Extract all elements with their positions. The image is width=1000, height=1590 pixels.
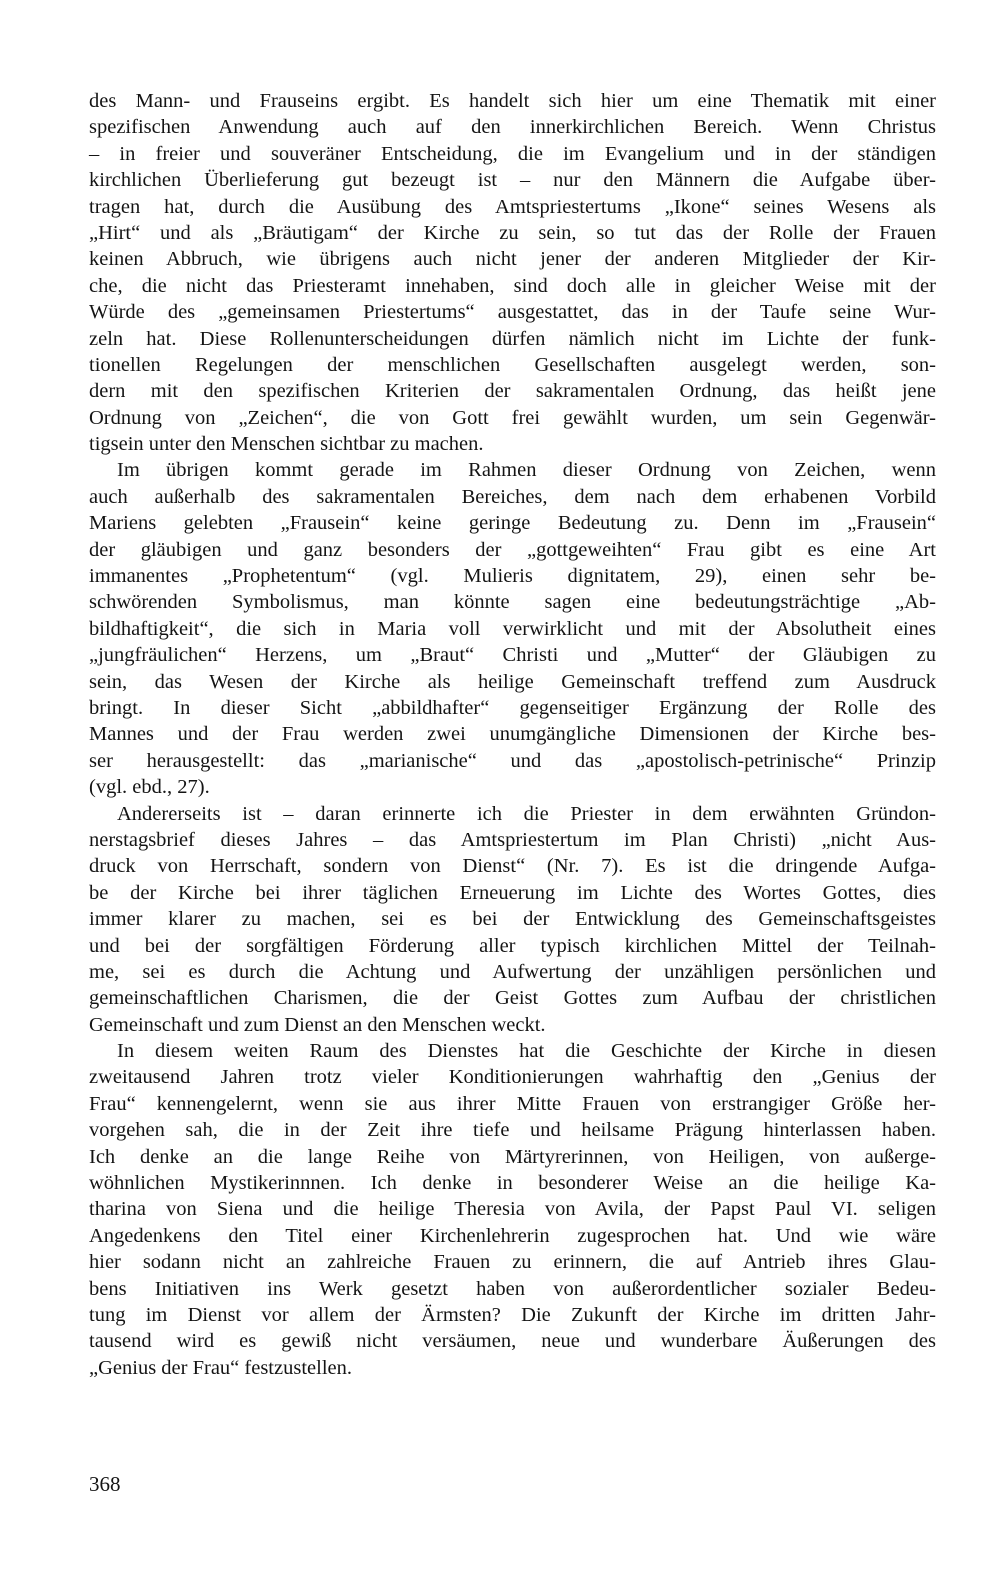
text-line: tausend wird es gewiß nicht versäumen, neue und wunderbare Äußerungen des xyxy=(89,1330,936,1353)
text-line: „Genius der Frau“ festzustellen. xyxy=(89,1356,352,1379)
text-line: Frau“ kennengelernt, wenn sie aus ihrer Mitte Frauen von erstrangiger Größe her- xyxy=(89,1092,936,1115)
text-line: wöhnlichen Mystikerinnnen. Ich denke in besonderer Weise an die heilige Ka- xyxy=(89,1172,936,1195)
text-line: immanentes „Prophetentum“ (vgl. Mulieris dignitatem, 29), einen sehr be- xyxy=(89,565,936,588)
text-line: immer klarer zu machen, sei es bei der Entwicklung des Gemeinschaftsgeistes xyxy=(89,908,936,931)
text-line: (vgl. ebd., 27). xyxy=(89,776,210,799)
text-line: be der Kirche bei ihrer täglichen Erneuerung im Lichte des Wortes Gottes, dies xyxy=(89,881,936,904)
text-line: Angedenkens den Titel einer Kirchenlehrerin zugesprochen hat. Und wie wäre xyxy=(89,1224,936,1247)
text-line: sein, das Wesen der Kirche als heilige Gemeinschaft treffend zum Ausdruck xyxy=(89,670,936,693)
page-body xyxy=(89,88,936,1381)
text-line: tung im Dienst vor allem der Ärmsten? Die Zukunft der Kirche im dritten Jahr- xyxy=(89,1303,936,1326)
text-line: „Hirt“ und als „Bräutigam“ der Kirche zu sein, so tut das der Rolle der Frauen xyxy=(89,221,936,244)
text-line: Ich denke an die lange Reihe von Märtyrerinnen, von Heiligen, von außerge- xyxy=(89,1145,936,1168)
text-line: vorgehen sah, die in der Zeit ihre tiefe und heilsame Prägung hinterlassen haben. xyxy=(89,1119,936,1142)
paragraph-3 xyxy=(89,801,936,1039)
text-line: keinen Abbruch, wie übrigens auch nicht jener der anderen Mitglieder der Kir- xyxy=(89,248,936,271)
text-line: Gemeinschaft und zum Dienst an den Menschen weckt. xyxy=(89,1013,546,1036)
text-line: Würde des „gemeinsamen Priestertums“ ausgestattet, das in der Taufe seine Wur- xyxy=(89,301,936,324)
text-line: schwörenden Symbolismus, man könnte sagen eine bedeutungsträchtige „Ab- xyxy=(89,591,936,614)
text-line: bildhaftigkeit“, die sich in Maria voll verwirklicht und mit der Absolutheit eines xyxy=(89,617,936,640)
text-line: – in freier und souveräner Entscheidung, die im Evangelium und in der ständigen xyxy=(89,142,936,165)
text-line: tharina von Siena und die heilige Theresia von Avila, der Papst Paul VI. seligen xyxy=(89,1198,936,1221)
text-line: hier sodann nicht an zahlreiche Frauen zu erinnern, die auf Antrieb ihres Glau- xyxy=(89,1251,936,1274)
text-line: ser herausgestellt: das „marianische“ und das „apostolisch-petrinische“ Prinzip xyxy=(89,749,936,772)
text-line: nerstagsbrief dieses Jahres – das Amtspriestertum im Plan Christi) „nicht Aus- xyxy=(89,828,936,851)
text-line: zeln hat. Diese Rollenunterscheidungen dürfen nämlich nicht im Lichte der funk- xyxy=(89,327,936,350)
text-line: che, die nicht das Priesteramt innehaben, sind doch alle in gleicher Weise mit der xyxy=(89,274,936,297)
page-number: 368 xyxy=(89,1472,121,1496)
paragraph-4 xyxy=(89,1038,936,1381)
text-line: bringt. In dieser Sicht „abbildhafter“ gegenseitiger Ergänzung der Rolle des xyxy=(89,696,936,719)
text-line: der gläubigen und ganz besonders der „gottgeweihten“ Frau gibt es eine Art xyxy=(89,538,936,561)
text-line: Im übrigen kommt gerade im Rahmen dieser Ordnung von Zeichen, wenn xyxy=(117,459,936,482)
text-line: des Mann- und Frauseins ergibt. Es handelt sich hier um eine Thematik mit einer xyxy=(89,90,936,112)
text-line: kirchlichen Überlieferung gut bezeugt ist – nur den Männern die Aufgabe über- xyxy=(89,169,936,192)
text-line: gemeinschaftlichen Charismen, die der Geist Gottes zum Aufbau der christlichen xyxy=(89,987,936,1010)
text-line: druck von Herrschaft, sondern von Dienst“ (Nr. 7). Es ist die dringende Aufga- xyxy=(89,855,936,878)
text-line: spezifischen Anwendung auch auf den innerkirchlichen Bereich. Wenn Christus xyxy=(89,116,936,139)
text-line: tigsein unter den Menschen sichtbar zu machen. xyxy=(89,433,484,456)
text-line: auch außerhalb des sakramentalen Bereiches, dem nach dem erhabenen Vorbild xyxy=(89,485,936,508)
text-line: me, sei es durch die Achtung und Aufwertung der unzähligen persönlichen und xyxy=(89,960,936,983)
text-line: Mariens gelebten „Frausein“ keine geringe Bedeutung zu. Denn im „Frausein“ xyxy=(89,512,936,535)
paragraph-2 xyxy=(89,457,936,800)
text-line: Mannes und der Frau werden zwei unumgängliche Dimensionen der Kirche bes- xyxy=(89,723,936,746)
text-line: „jungfräulichen“ Herzens, um „Braut“ Christi und „Mutter“ der Gläubigen zu xyxy=(89,644,936,667)
paragraph-1 xyxy=(89,88,936,457)
text-line: tragen hat, durch die Ausübung des Amtspriestertums „Ikone“ seines Wesens als xyxy=(89,195,936,218)
text-line: und bei der sorgfältigen Förderung aller typisch kirchlichen Mittel der Teilnah- xyxy=(89,934,936,957)
text-line: tionellen Regelungen der menschlichen Gesellschaften ausgelegt werden, son- xyxy=(89,353,936,376)
text-line: Ordnung von „Zeichen“, die von Gott frei gewählt wurden, um sein Gegenwär- xyxy=(89,406,936,429)
text-line: dern mit den spezifischen Kriterien der sakramentalen Ordnung, das heißt jene xyxy=(89,380,936,403)
text-line: zweitausend Jahren trotz vieler Konditionierungen wahrhaftig den „Genius der xyxy=(89,1066,936,1089)
text-line: In diesem weiten Raum des Dienstes hat die Geschichte der Kirche in diesen xyxy=(117,1040,936,1063)
text-line: Andererseits ist – daran erinnerte ich die Priester in dem erwähnten Gründon- xyxy=(117,802,936,825)
text-line: bens Initiativen ins Werk gesetzt haben von außerordentlicher sozialer Bedeu- xyxy=(89,1277,936,1300)
